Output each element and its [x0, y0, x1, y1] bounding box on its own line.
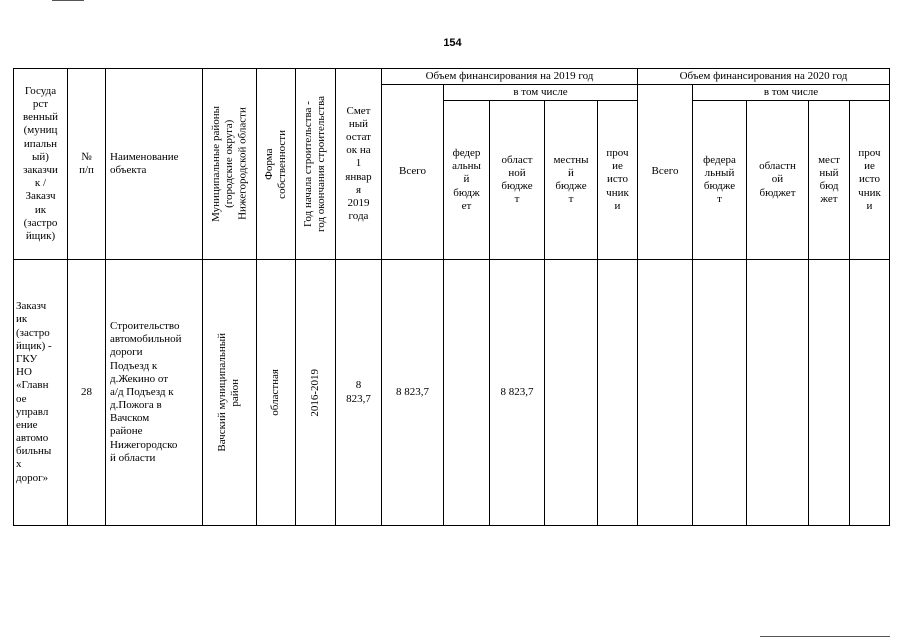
header-object-name: Наименование объекта	[110, 150, 179, 176]
header-total-2019: Всего	[399, 165, 426, 178]
header-other-2019: проч ие исто чник и	[606, 147, 629, 212]
header-financing-2020: Объем финансирования на 2020 год	[679, 69, 848, 82]
header-customer: Госуда рст венный (муниц ипальн ый) заказчи к / Заказч ик (застро йщик)	[22, 84, 59, 242]
header-local-2020: мест ный бюд жет	[818, 153, 840, 206]
header-federal-2020: федера льный бюдже т	[703, 153, 736, 206]
row-estimate-balance: 8 823,7	[346, 379, 371, 405]
row-other-2020	[850, 260, 889, 525]
row-local-2019	[545, 260, 597, 525]
row-federal-2019	[444, 260, 489, 525]
header-regional-2020: областн ой бюджет	[759, 160, 796, 199]
row-ownership: областная	[269, 369, 282, 416]
row-number: 28	[81, 385, 92, 398]
header-construction-years: Год начала строительства - год окончания строительства	[302, 96, 328, 232]
header-including-2019: в том числе	[513, 85, 568, 98]
row-total-2019: 8 823,7	[396, 385, 429, 398]
header-total-2020: Всего	[651, 165, 679, 178]
header-local-2019: местны й бюдже т	[553, 153, 589, 206]
row-other-2019	[598, 260, 637, 525]
header-other-2020: проч ие исто чник и	[858, 147, 881, 212]
header-federal-2019: федер альны й бюдж ет	[452, 147, 481, 212]
row-customer: Заказч ик (застро йщик) - ГКУ НО «Главн ое управл ение автомо бильны х дорог»	[16, 300, 52, 484]
row-federal-2020	[693, 260, 746, 525]
row-regional-2019: 8 823,7	[500, 385, 534, 398]
header-districts: Муниципальные районы (городские округа) Нижегородской области	[209, 106, 249, 222]
bottom-rule	[760, 636, 890, 637]
header-regional-2019: област ной бюдже т	[501, 153, 533, 206]
header-estimate-balance: Смет ный остат ок на 1 январ я 2019 года	[345, 104, 372, 223]
row-total-2020	[638, 260, 692, 525]
header-including-2020: в том числе	[763, 85, 819, 98]
row-regional-2020	[747, 260, 808, 525]
row-object-name: Строительство автомобильной дороги Подъезд к д.Жекино от а/д Подъезд к д.Пожога в Вачском районе Нижегородско й области	[110, 319, 182, 464]
header-number: № п/п	[79, 150, 94, 176]
header-financing-2019: Объем финансирования на 2019 год	[425, 69, 594, 82]
page-number: 154	[443, 37, 462, 49]
header-ownership: Форма собственности	[262, 129, 288, 199]
row-local-2020	[809, 260, 849, 525]
row-construction-years: 2016-2019	[308, 368, 321, 417]
row-district: Вачский муниципальный район	[216, 333, 242, 452]
